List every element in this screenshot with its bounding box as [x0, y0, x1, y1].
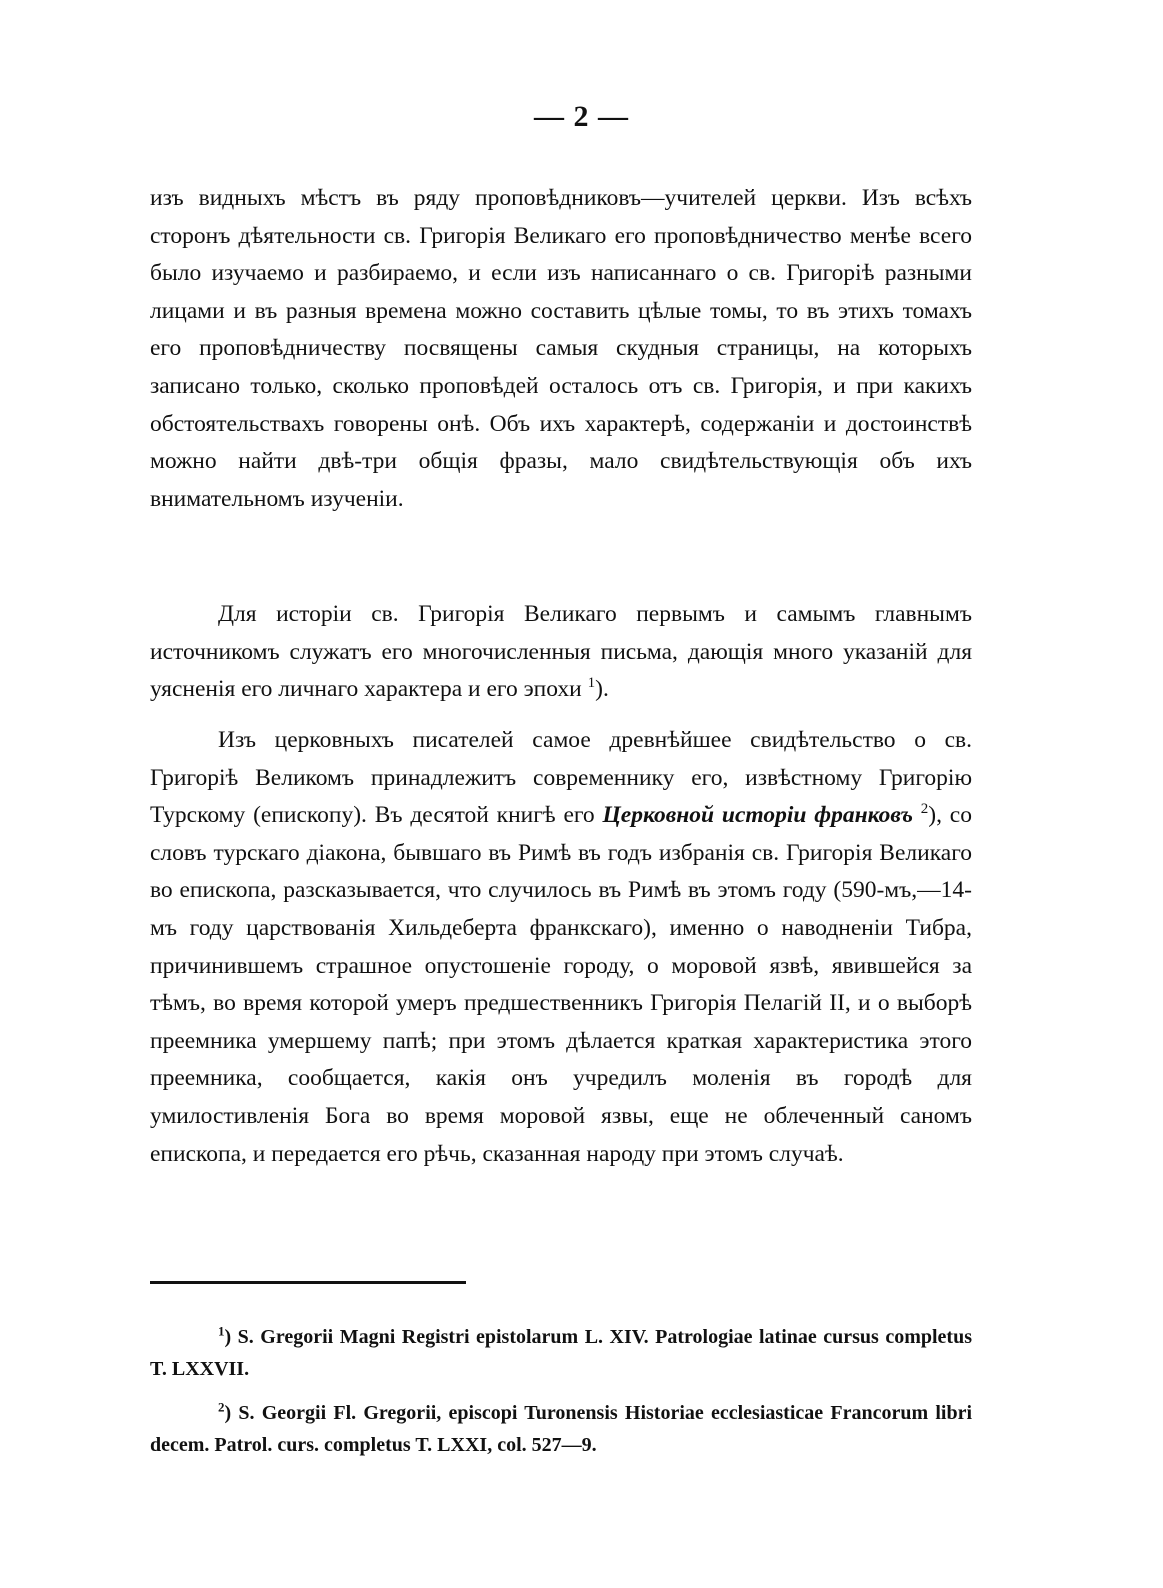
footnote-2-text: ) S. Georgii Fl. Gregorii, episcopi Turonensis Historiae ecclesiasticae Francorum libri decem. Patrol. curs. completus T. LXXI, col. 527—9. — [150, 1402, 972, 1456]
paragraph-gregory-text-a: Изъ церковныхъ писателей самое древнѣйшее свидѣтельство о св. Григоріѣ Великомъ принадлежитъ современнику его, извѣстному Григорію Турскому (епископу). Въ десятой книгѣ его — [150, 727, 972, 829]
paragraph-continued: изъ видныхъ мѣстъ въ ряду проповѣдниковъ—учителей церкви. Изъ всѣхъ сторонъ дѣятельности св. Григорія Великаго его проповѣдничество менѣе всего было изучаемо и разбираемо, и если изъ написаннаго о св. Григоріѣ разными лицами и въ разныя времена можно составить цѣлые томы, то въ этихъ томахъ его проповѣдничеству посвящены самыя скудныя страницы, на которыхъ записано только, сколько проповѣдей осталось отъ св. Григорія, и при какихъ обстоятельствахъ говорены онѣ. Объ ихъ характерѣ, содержаніи и достоинствѣ можно найти двѣ-три общія фразы, мало свидѣтельствующія объ ихъ внимательномъ изученіи. — [150, 185, 972, 512]
book-title-italic: Церковной исторіи франковъ — [602, 802, 913, 829]
footnote-separator — [150, 1281, 466, 1284]
paragraph-sources-end: ). — [595, 676, 609, 703]
footnote-1-text: ) S. Gregorii Magni Registri epistolarum L. XIV. Patrologiae latinae cursus completus T. LXXVII. — [150, 1326, 972, 1380]
page-number: — 2 — — [534, 100, 629, 133]
footnote-reference-2: 2 — [920, 801, 929, 818]
paragraph-gregory-of-tours — [150, 722, 972, 1173]
paragraph-gregory-text-b: ), со словъ турскаго діакона, бывшаго въ Римѣ въ годъ избранія св. Григорія Великаго во епископа, разсказывается, что случилось въ Римѣ въ этомъ году (590-мъ,—14-мъ году царствованія Хильдеберта франкскаго), именно о наводненіи Тибра, причинившемъ страшное опустошеніе городу, о моровой язвѣ, явившейся за тѣмъ, во время которой умеръ предшественникъ Григорія Пелагій II, и о выборѣ преемника умершему папѣ; при этомъ дѣлается краткая характеристика этого преемника, сообщается, какія онъ учредилъ моленія въ городѣ для умилостивленія Бога во время моровой язвы, еще не облеченный саномъ епископа, и передается его рѣчь, сказанная народу при этомъ случаѣ. — [150, 802, 972, 1167]
footnote-2 — [150, 1397, 972, 1461]
footnote-1 — [150, 1321, 972, 1385]
footnote-1-mark: 1 — [218, 1323, 225, 1339]
paragraph-sources — [150, 596, 972, 709]
footnote-reference-1: 1 — [587, 675, 596, 692]
paragraph-sources-text: Для исторіи св. Григорія Великаго первымъ и самымъ главнымъ источникомъ служатъ его многочисленныя письма, дающія много указаній для уясненія его личнаго характера и его эпохи — [150, 601, 972, 703]
footnote-2-mark: 2 — [218, 1399, 225, 1415]
